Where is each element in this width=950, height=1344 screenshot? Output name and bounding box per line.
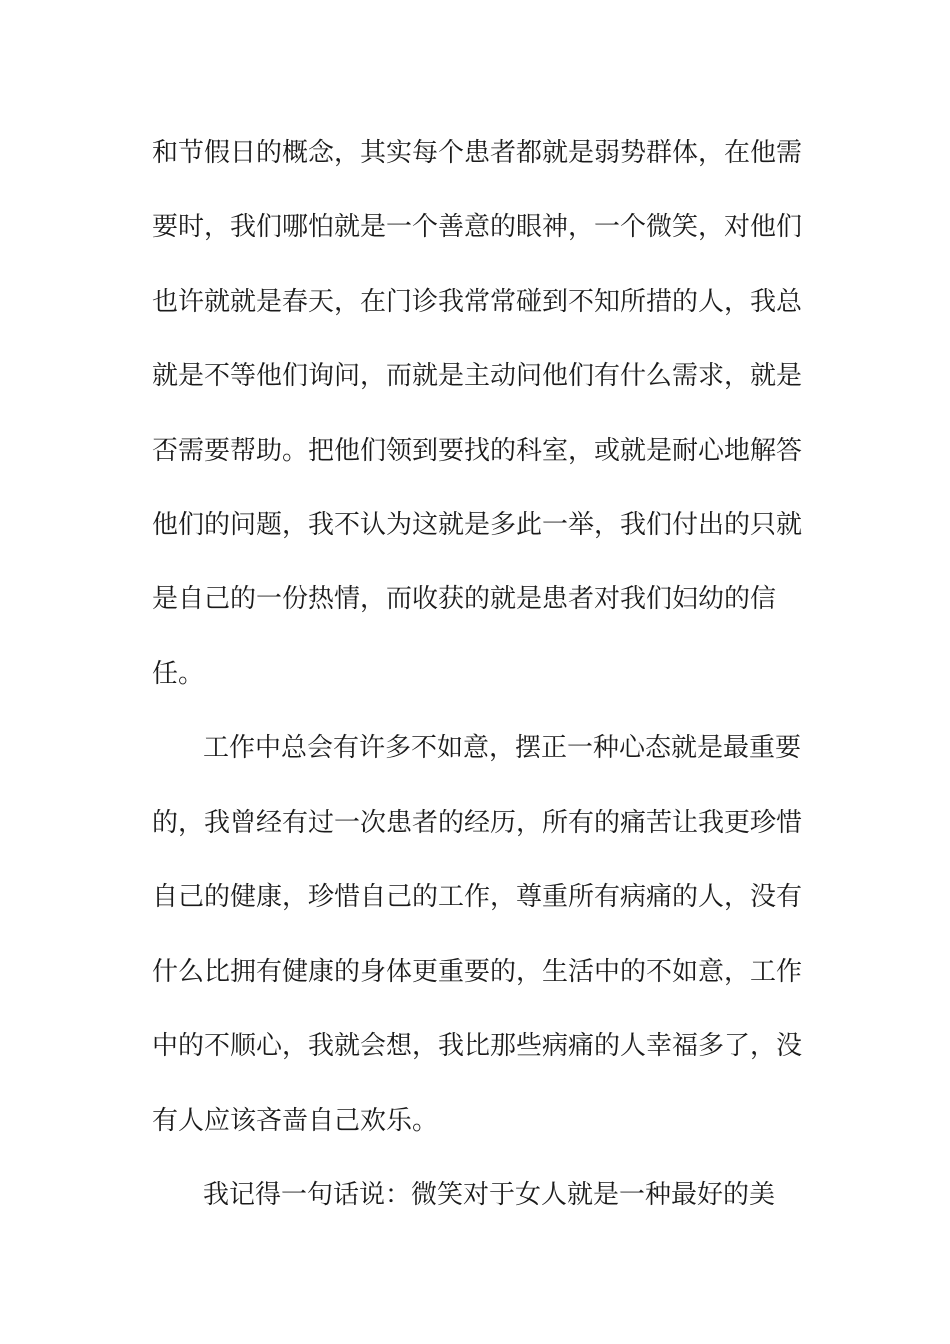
text-line: 的，我曾经有过一次患者的经历，所有的痛苦让我更珍惜 — [152, 808, 803, 838]
text-line: 中的不顺心，我就会想，我比那些病痛的人幸福多了，没 — [152, 1031, 803, 1061]
text-line: 也许就就是春天，在门诊我常常碰到不知所措的人，我总 — [152, 287, 803, 317]
text-line: 要时，我们哪怕就是一个善意的眼神，一个微笑，对他们 — [152, 212, 803, 242]
text-line: 是自己的一份热情，而收获的就是患者对我们妇幼的信 — [152, 584, 777, 614]
text-line: 和节假日的概念，其实每个患者都就是弱势群体，在他需 — [152, 138, 803, 168]
text-line: 就是不等他们询问，而就是主动问他们有什么需求，就是 — [152, 361, 803, 391]
text-line: 否需要帮助。把他们领到要找的科室，或就是耐心地解答 — [152, 436, 803, 466]
text-line: 他们的问题，我不认为这就是多此一举，我们付出的只就 — [152, 510, 803, 540]
text-line: 自己的健康，珍惜自己的工作，尊重所有病痛的人，没有 — [152, 882, 803, 912]
text-line: 任。 — [152, 659, 205, 689]
text-line: 什么比拥有健康的身体更重要的，生活中的不如意，工作 — [152, 957, 803, 987]
paragraph-first-line: 工作中总会有许多不如意，摆正一种心态就是最重要 — [203, 733, 802, 763]
paragraph-first-line: 我记得一句话说：微笑对于女人就是一种最好的美 — [203, 1180, 776, 1210]
text-line: 有人应该吝啬自己欢乐。 — [152, 1106, 439, 1136]
